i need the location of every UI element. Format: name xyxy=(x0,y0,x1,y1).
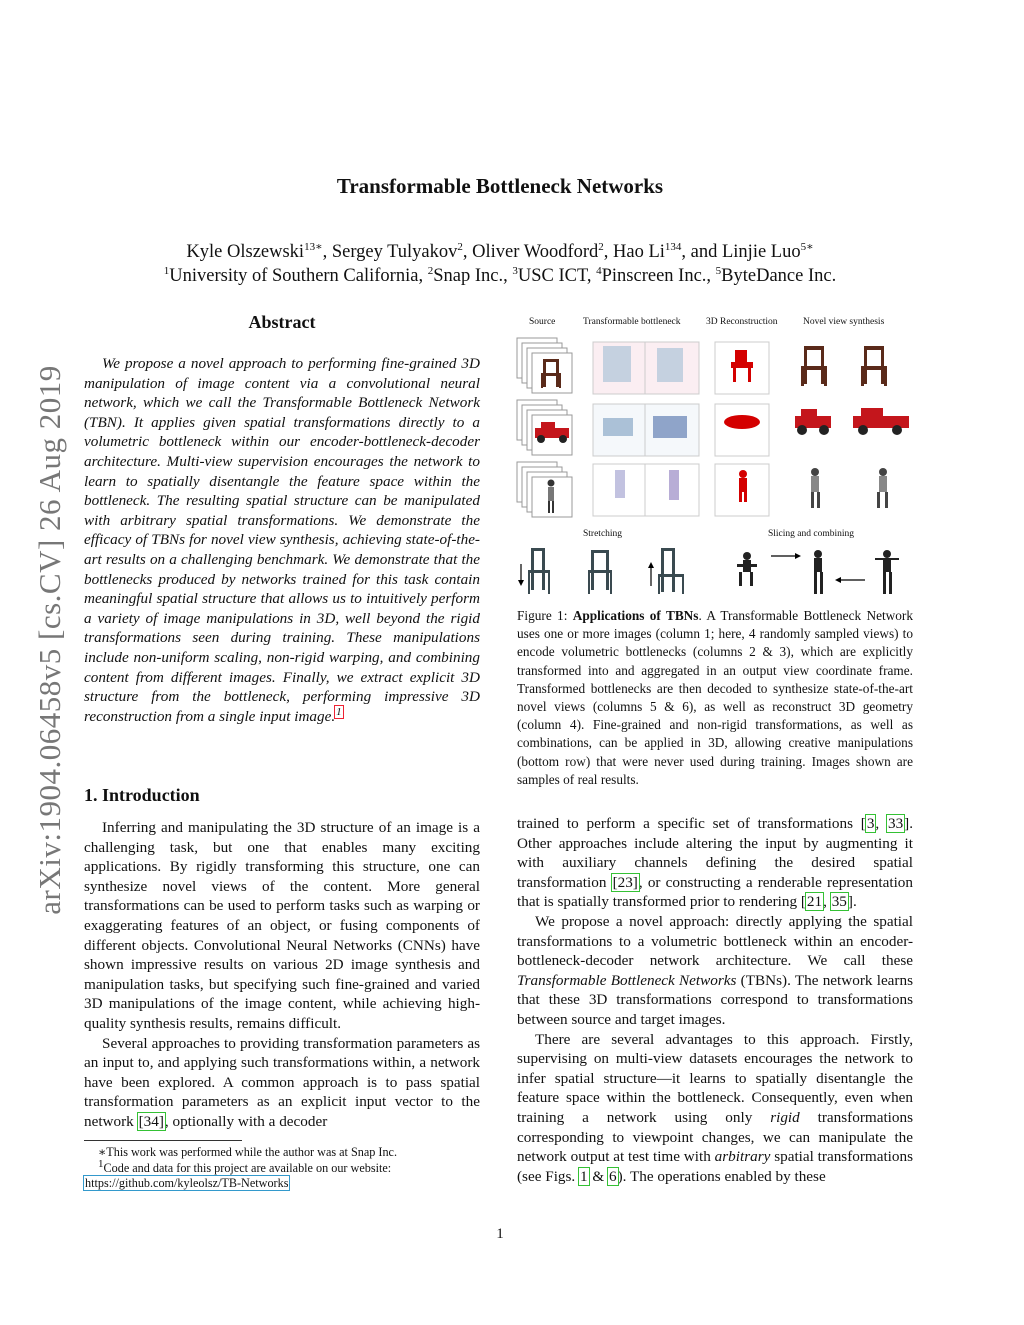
affiliation-line: $^1$University of Southern California, $^2$Snap Inc., $^3$USC ICT, $^4$Pinscreen Inc., $^5$ByteDance Inc. xyxy=(163,264,837,286)
citation-link[interactable]: 35 xyxy=(831,893,847,911)
footnote-1: ∗This work was performed while the author was at Snap Inc. xyxy=(98,1145,398,1159)
footnote-rule xyxy=(84,1140,242,1141)
person-icon xyxy=(814,550,823,594)
citation-link[interactable]: [23] xyxy=(612,873,638,891)
col-header-novel-view: Novel view synthesis xyxy=(803,317,885,327)
footnote-link[interactable]: 1 xyxy=(336,705,342,718)
person-icon xyxy=(737,552,757,586)
right-paragraph-3: There are several advantages to this approach. Firstly, supervising on multi-view datasets encourages the network to infer spatial structure—it learns to spatially disentangle the feature space within the bottleneck. Consequently, even when training a network using only rigid transformations corresponding to viewpoint changes, we can manipulate the network output at test time with arbitrary spatial transformations (see Figs. 1 & 6). The operations enabled by these xyxy=(517,1030,913,1185)
citation-link[interactable]: 33 xyxy=(887,815,904,832)
figure-1-caption: Figure 1: Applications of TBNs. A Transformable Bottleneck Network uses one or more images (column 1; here, 4 randomly sampled views) to encode volumetric bottlenecks (columns 2 & 3), which are explicitly transformed into and aggregated in an output view coordinate frame. Transformed bottlenecks are then decoded to synthesize state-of-the-art novel views (columns 5 & 6), as well as reconstruct 3D geometry (column 4). Fine-grained and non-rigid transformations, as well as combinations, can be applied in 3D, allowing creative manipulations (bottom row) that were never used during training. Images shown are samples of real results. xyxy=(517,608,913,787)
intro-paragraph-1: Inferring and manipulating the 3D structure of an image is a challenging task, but one that enables many exciting applications. By rigidly transforming this structure, one can synthesize novel views of the content. More general transformations can be used to perform tasks such as warping or exaggerating features of an object, or fusing components of different objects. Convolutional Neural Networks (CNNs) have shown impressive results on various 2D image synthesis and manipulation tasks, but specifying such fine-grained and varied 3D manipulations of the image content, while achieving high-quality synthesis results, remains difficult. xyxy=(84,819,480,1032)
author-line: Kyle Olszewski$^{13∗}$, Sergey Tulyakov$^2$, Oliver Woodford$^2$, Hao Li$^{134}$, and Linjie Luo$^{5∗}$ xyxy=(186,240,814,262)
novel-truck-icon xyxy=(853,408,909,435)
abstract-body: We propose a novel approach to performing fine-grained 3D manipulation of image content via a convolutional neural network, which we call the Transformable Bottleneck Network (TBN). It applies given spatial transformations directly to a volumetric bottleneck within our encoder-bottleneck-decoder architecture. Multi-view supervision encourages the network to learn to spatially disentangle the feature space within the bottleneck. The resulting spatial structure can be manipulated with arbitrary spatial transformations. We demonstrate the efficacy of TBNs for novel view synthesis, achieving state-of-the-art results on a challenging benchmark. We demonstrate that the bottlenecks produced by networks trained for this task contain meaningful spatial structure that allows us to intuitively perform a variety of image manipulations in 3D, well beyond the rigid transformations seen during training. These manipulations include non-uniform scaling, non-rigid warping, and combining content from different images. Finally, we extract explicit 3D structure from the bottleneck, performing impressive 3D reconstruction from a single input image.$^1$ xyxy=(84,355,480,725)
novel-chair-icon xyxy=(861,346,887,386)
truck-row xyxy=(517,400,909,456)
slicing-demo xyxy=(737,550,899,594)
citation-link[interactable]: [34] xyxy=(138,1112,164,1130)
recon-truck-icon xyxy=(724,415,760,429)
figure-link[interactable]: 6 xyxy=(609,1167,617,1185)
right-paragraph-2: We propose a novel approach: directly applying the spatial transformations to a volumetric bottleneck within an encoder-bottleneck-decoder network architecture. We call these Transformable Bottleneck Networks (TBNs). The network learns that these 3D transformations correspond to transformations between source and target images. xyxy=(517,912,913,1028)
figure-link[interactable]: 1 xyxy=(580,1167,588,1185)
col-header-reconstruction: 3D Reconstruction xyxy=(706,317,778,327)
novel-truck-icon xyxy=(795,409,831,435)
arxiv-stamp: arXiv:1904.06458v5 [cs.CV] 26 Aug 2019 xyxy=(32,365,67,915)
chair-icon xyxy=(588,550,612,594)
citation-link[interactable]: 21 xyxy=(806,893,823,911)
footnotes xyxy=(84,1145,480,1192)
paper-title: Transformable Bottleneck Networks xyxy=(336,174,664,198)
novel-chair-icon xyxy=(801,346,827,386)
col-header-bottleneck: Transformable bottleneck xyxy=(583,317,681,327)
intro-paragraph-2: Several approaches to providing transformation parameters as an input to, and applying such transformations within, a network have been explored. A common approach is to pass spatial transformation parameters as an explicit input vector to the network [34], optionally with a decoder xyxy=(84,1034,480,1130)
chair-icon xyxy=(528,548,550,594)
novel-person-icon xyxy=(811,468,820,508)
person-icon xyxy=(875,550,899,594)
right-column-body xyxy=(517,814,913,1186)
abstract-heading: Abstract xyxy=(248,312,316,332)
intro-body xyxy=(84,818,480,1132)
col-header-source: Source xyxy=(529,317,556,327)
novel-person-icon xyxy=(877,468,888,508)
project-url-link[interactable]: https://github.com/kyleolsz/TB-Networks xyxy=(85,1176,289,1190)
right-paragraph-1: trained to perform a specific set of transformations [3, 33]. Other approaches include altering the input by augmenting it with auxiliary channels defining the desired spatial transformation [23], or constructing a renderable representation that is spatially transformed prior to rendering [21, 35]. xyxy=(517,815,914,911)
page-number: 1 xyxy=(496,1226,504,1242)
chair-icon xyxy=(658,548,684,594)
label-slicing: Slicing and combining xyxy=(768,529,855,539)
author-block xyxy=(0,240,1000,288)
person-row xyxy=(517,462,888,517)
figure-1 xyxy=(515,312,915,602)
figure-graphics xyxy=(515,312,915,602)
label-stretching: Stretching xyxy=(583,529,623,539)
chair-row xyxy=(517,338,887,394)
intro-heading: 1. Introduction xyxy=(84,785,200,805)
citation-link[interactable]: 3 xyxy=(866,815,875,832)
stretching-demo xyxy=(518,548,684,594)
footnote-2: $^1$Code and data for this project are available on our website: xyxy=(98,1157,392,1175)
